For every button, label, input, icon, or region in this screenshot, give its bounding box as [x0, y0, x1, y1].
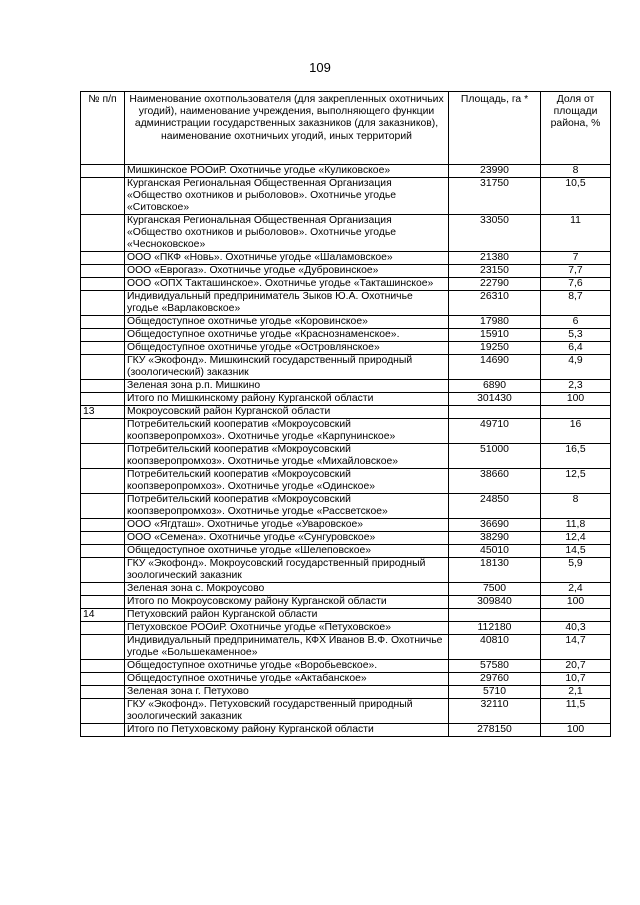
cell-num [81, 329, 125, 342]
cell-num [81, 494, 125, 519]
cell-num [81, 583, 125, 596]
header-area: Площадь, га * [449, 92, 541, 165]
table-row [81, 686, 611, 699]
cell-share: 7,6 [541, 278, 611, 291]
cell-area: 15910 [449, 329, 541, 342]
table-row [81, 380, 611, 393]
hunting-grounds-table [80, 91, 611, 737]
cell-name: ООО «Ягдташ». Охотничье угодье «Уваровское» [125, 519, 449, 532]
cell-name: ООО «ПКФ «Новь». Охотничье угодье «Шаламовское» [125, 252, 449, 265]
cell-num [81, 342, 125, 355]
cell-num [81, 673, 125, 686]
cell-name: Итого по Мокроусовскому району Курганской области [125, 596, 449, 609]
cell-num [81, 469, 125, 494]
cell-num [81, 596, 125, 609]
page-number: 109 [309, 60, 331, 75]
table-row [81, 519, 611, 532]
cell-name: Зеленая зона г. Петухово [125, 686, 449, 699]
cell-num [81, 252, 125, 265]
cell-share: 100 [541, 724, 611, 737]
cell-area: 5710 [449, 686, 541, 699]
table-row [81, 583, 611, 596]
cell-num [81, 545, 125, 558]
table-row [81, 660, 611, 673]
table-row [81, 622, 611, 635]
cell-name: ГКУ «Экофонд». Мишкинский государственный природный (зоологический) заказник [125, 355, 449, 380]
cell-share: 8 [541, 165, 611, 178]
cell-num [81, 419, 125, 444]
cell-num [81, 558, 125, 583]
cell-num [81, 660, 125, 673]
cell-num [81, 699, 125, 724]
cell-num: 13 [81, 406, 125, 419]
cell-name: Петуховский район Курганской области [125, 609, 449, 622]
cell-area: 45010 [449, 545, 541, 558]
cell-share: 2,3 [541, 380, 611, 393]
table-row [81, 265, 611, 278]
cell-area: 14690 [449, 355, 541, 380]
cell-num [81, 532, 125, 545]
cell-area: 49710 [449, 419, 541, 444]
cell-num [81, 724, 125, 737]
table-row [81, 444, 611, 469]
cell-num [81, 265, 125, 278]
cell-area: 32110 [449, 699, 541, 724]
cell-area: 22790 [449, 278, 541, 291]
table-row [81, 215, 611, 252]
cell-share [541, 406, 611, 419]
table-header-row [81, 92, 611, 165]
cell-name: Зеленая зона р.п. Мишкино [125, 380, 449, 393]
cell-share: 7 [541, 252, 611, 265]
cell-area: 19250 [449, 342, 541, 355]
cell-name: ГКУ «Экофонд». Мокроусовский государственный природный зоологический заказник [125, 558, 449, 583]
cell-area: 31750 [449, 178, 541, 215]
cell-area: 309840 [449, 596, 541, 609]
cell-share: 8,7 [541, 291, 611, 316]
cell-name: Потребительский кооператив «Мокроусовский коопзверопромхоз». Охотничье угодье «Михайловское» [125, 444, 449, 469]
cell-share: 16,5 [541, 444, 611, 469]
cell-num [81, 635, 125, 660]
cell-share: 5,3 [541, 329, 611, 342]
table-row [81, 178, 611, 215]
cell-num [81, 444, 125, 469]
table-row [81, 545, 611, 558]
cell-share: 40,3 [541, 622, 611, 635]
table-row [81, 609, 611, 622]
cell-num [81, 380, 125, 393]
cell-share: 100 [541, 393, 611, 406]
cell-share: 5,9 [541, 558, 611, 583]
cell-share: 11,5 [541, 699, 611, 724]
table-row [81, 291, 611, 316]
cell-share: 14,5 [541, 545, 611, 558]
table-row [81, 406, 611, 419]
cell-share: 100 [541, 596, 611, 609]
cell-area: 278150 [449, 724, 541, 737]
cell-name: Общедоступное охотничье угодье «Шелеповское» [125, 545, 449, 558]
table-row [81, 494, 611, 519]
cell-area: 112180 [449, 622, 541, 635]
cell-num [81, 686, 125, 699]
cell-name: ООО «Семена». Охотничье угодье «Сунгуровское» [125, 532, 449, 545]
cell-share: 4,9 [541, 355, 611, 380]
table-row [81, 393, 611, 406]
cell-area: 38660 [449, 469, 541, 494]
cell-name: Общедоступное охотничье угодье «Актабанское» [125, 673, 449, 686]
table-row [81, 532, 611, 545]
table-row [81, 165, 611, 178]
table-row [81, 558, 611, 583]
cell-num [81, 355, 125, 380]
cell-share: 7,7 [541, 265, 611, 278]
cell-area: 6890 [449, 380, 541, 393]
cell-share: 14,7 [541, 635, 611, 660]
cell-name: Общедоступное охотничье угодье «Краснознаменское». [125, 329, 449, 342]
cell-name: Индивидуальный предприниматель, КФХ Иванов В.Ф. Охотничье угодье «Большекаменное» [125, 635, 449, 660]
cell-name: Петуховское РООиР. Охотничье угодье «Петуховское» [125, 622, 449, 635]
cell-share: 10,5 [541, 178, 611, 215]
cell-area: 24850 [449, 494, 541, 519]
table-row [81, 699, 611, 724]
header-name: Наименование охотпользователя (для закрепленных охотничьих угодий), наименование учреждения, выполняющего функции администрации государственных заказников (для заказников), наименование охотничьих угодий, иных территорий [125, 92, 449, 165]
cell-area: 29760 [449, 673, 541, 686]
cell-area: 57580 [449, 660, 541, 673]
cell-share: 10,7 [541, 673, 611, 686]
cell-area: 17980 [449, 316, 541, 329]
cell-area: 23150 [449, 265, 541, 278]
table-row [81, 469, 611, 494]
cell-name: Итого по Петуховскому району Курганской области [125, 724, 449, 737]
cell-num [81, 622, 125, 635]
cell-name: Индивидуальный предприниматель Зыков Ю.А. Охотничье угодье «Варлаковское» [125, 291, 449, 316]
cell-share: 12,5 [541, 469, 611, 494]
table-row [81, 278, 611, 291]
cell-area [449, 406, 541, 419]
cell-name: Потребительский кооператив «Мокроусовский коопзверопромхоз». Охотничье угодье «Карпунинское» [125, 419, 449, 444]
cell-share: 12,4 [541, 532, 611, 545]
cell-name: ООО «Еврогаз». Охотничье угодье «Дубровинское» [125, 265, 449, 278]
cell-num [81, 316, 125, 329]
cell-area: 26310 [449, 291, 541, 316]
cell-name: Общедоступное охотничье угодье «Коровинское» [125, 316, 449, 329]
cell-name: ООО «ОПХ Такташинское». Охотничье угодье «Такташинское» [125, 278, 449, 291]
cell-share: 2,4 [541, 583, 611, 596]
cell-num [81, 519, 125, 532]
cell-num [81, 178, 125, 215]
table-row [81, 355, 611, 380]
cell-share: 8 [541, 494, 611, 519]
cell-share: 11 [541, 215, 611, 252]
cell-area: 38290 [449, 532, 541, 545]
cell-name: Итого по Мишкинскому району Курганской области [125, 393, 449, 406]
cell-share: 2,1 [541, 686, 611, 699]
cell-name: Курганская Региональная Общественная Организация «Общество охотников и рыболовов». Охотничье угодье «Чесноковское» [125, 215, 449, 252]
header-share: Доля от площади района, % [541, 92, 611, 165]
cell-num [81, 215, 125, 252]
cell-area: 7500 [449, 583, 541, 596]
cell-share [541, 609, 611, 622]
cell-num [81, 278, 125, 291]
cell-area: 18130 [449, 558, 541, 583]
cell-share: 16 [541, 419, 611, 444]
cell-name: Потребительский кооператив «Мокроусовский коопзверопромхоз». Охотничье угодье «Одинское» [125, 469, 449, 494]
cell-num [81, 393, 125, 406]
cell-num: 14 [81, 609, 125, 622]
cell-share: 6 [541, 316, 611, 329]
table-row [81, 596, 611, 609]
table-body [81, 165, 611, 737]
cell-num [81, 165, 125, 178]
cell-share: 11,8 [541, 519, 611, 532]
cell-name: Курганская Региональная Общественная Организация «Общество охотников и рыболовов». Охотничье угодье «Ситовское» [125, 178, 449, 215]
header-num: № п/п [81, 92, 125, 165]
cell-area: 23990 [449, 165, 541, 178]
cell-area: 301430 [449, 393, 541, 406]
cell-share: 20,7 [541, 660, 611, 673]
table-row [81, 252, 611, 265]
cell-name: ГКУ «Экофонд». Петуховский государственный природный зоологический заказник [125, 699, 449, 724]
cell-name: Потребительский кооператив «Мокроусовский коопзверопромхоз». Охотничье угодье «Рассветское» [125, 494, 449, 519]
cell-name: Мокроусовский район Курганской области [125, 406, 449, 419]
cell-area: 36690 [449, 519, 541, 532]
cell-area: 21380 [449, 252, 541, 265]
cell-area: 40810 [449, 635, 541, 660]
cell-name: Зеленая зона с. Мокроусово [125, 583, 449, 596]
cell-num [81, 291, 125, 316]
table-row [81, 635, 611, 660]
table-row [81, 724, 611, 737]
table-row [81, 342, 611, 355]
cell-name: Общедоступное охотничье угодье «Воробьевское». [125, 660, 449, 673]
table-row [81, 329, 611, 342]
cell-name: Мишкинское РООиР. Охотничье угодье «Куликовское» [125, 165, 449, 178]
cell-area: 33050 [449, 215, 541, 252]
cell-area: 51000 [449, 444, 541, 469]
cell-area [449, 609, 541, 622]
cell-share: 6,4 [541, 342, 611, 355]
table-row [81, 316, 611, 329]
table-row [81, 673, 611, 686]
table-row [81, 419, 611, 444]
cell-name: Общедоступное охотничье угодье «Островлянское» [125, 342, 449, 355]
